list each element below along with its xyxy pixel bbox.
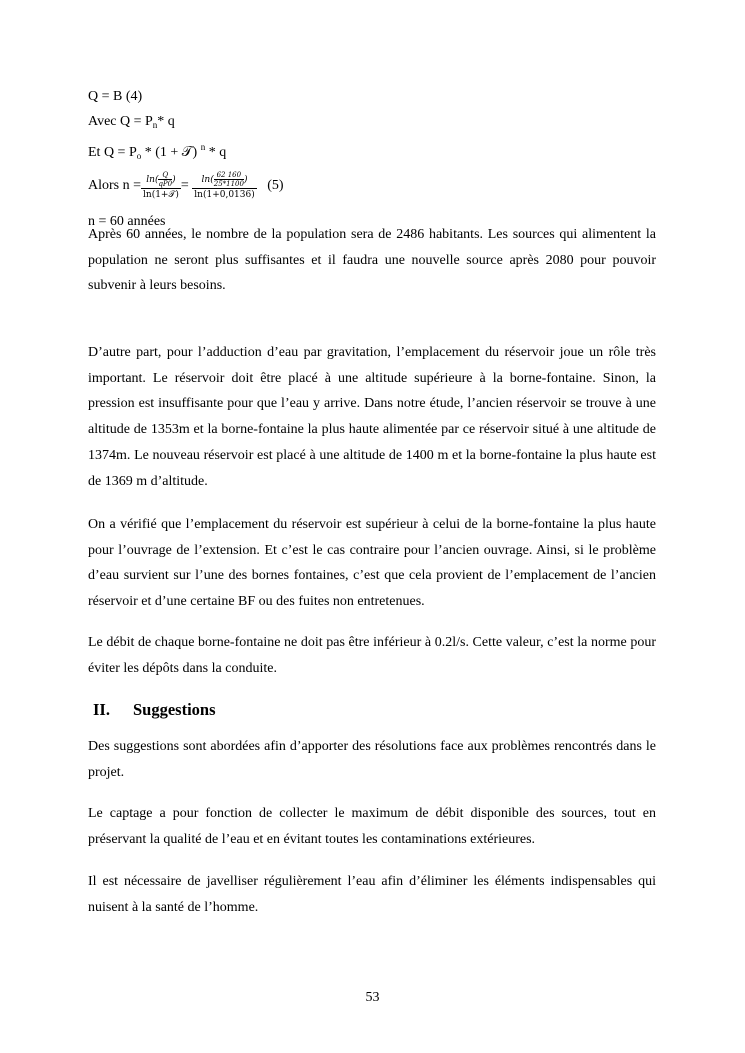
fraction-numeric — [192, 171, 256, 201]
equation-5-prefix: Alors n = — [88, 178, 142, 193]
equation-et — [88, 138, 226, 165]
equation-avec-suffix: * q — [157, 114, 175, 129]
inner-fraction-numeric — [214, 171, 244, 188]
inner-denominator: 25*1100 — [213, 179, 244, 188]
section-heading — [93, 700, 216, 720]
fraction-numeric-denominator: ln(1+0,0136) — [194, 189, 255, 200]
section-title: Suggestions — [133, 700, 216, 719]
paragraph-javellisation: Il est nécessaire de javelliser régulièrement l’eau afin d’éliminer les éléments indispensables qui nuisent à la santé de l’homme. — [88, 874, 656, 915]
paragraph-debit: Le débit de chaque borne-fontaine ne doit pas être inférieur à 0.2l/s. Cette valeur, c’est la norme pour éviter les dépôts dans la conduite. — [88, 635, 656, 676]
inner-numerator: Q — [158, 171, 172, 180]
equation-et-prefix: Et Q = P — [88, 145, 137, 160]
paragraph-captage: Le captage a pour fonction de collecter le maximum de débit disponible des sources, tout en préservant la qualité de l’eau et en évitant toutes les contaminations extérieures. — [88, 806, 656, 847]
fraction-general — [141, 171, 181, 201]
equation-result: n = 60 années — [88, 214, 166, 229]
ln-function: ln — [146, 174, 155, 185]
paragraph-reservoir: D’autre part, pour l’adduction d’eau par gravitation, l’emplacement du réservoir joue un rôle très important. Le réservoir doit être placé à une altitude supérieure à la borne-fontaine. Sinon, la pression est insuffisante pour que l’eau y arrive. Dans notre étude, l’ancien réservoir se trouve à une altitude de 1353m et la borne-fontaine la plus haute alimentée par ce réservoir situé à une altitude de 1374m. Le nouveau réservoir est placé à une altitude de 1400 m et la borne-fontaine la plus haute est de 1369 m d’altitude. — [88, 345, 656, 489]
inner-denominator: qP0 — [158, 179, 173, 188]
equation-et-middle: * (1 + 𝒯) — [141, 145, 198, 160]
equation-4: Q = B (4) — [88, 89, 143, 104]
paragraph-suggestions: Des suggestions sont abordées afin d’apporter des résolutions face aux problèmes rencontrés dans le projet. — [88, 739, 656, 780]
equation-number: (5) — [267, 178, 284, 193]
fraction-numeric-numerator: ln( $\frac{62 160}{25*1100}$) — [201, 170, 248, 188]
equation-5 — [88, 166, 284, 206]
equation-avec-prefix: Avec Q = P — [88, 114, 153, 129]
ln-function: ln — [201, 174, 211, 185]
paragraph-verification: On a vérifié que l’emplacement du réservoir est supérieur à celui de la borne-fontaine la plus haute pour l’ouvrage de l’extension. Et c’est le cas contraire pour l’ancien ouvrage. Ainsi, si le problème d’eau survient sur l’une des bornes fontaines, c’est que cela provient de l’emplacement de l’ancien réservoir et d’une certaine BF ou des fuites non entretenues. — [88, 517, 656, 610]
paragraph-population: Après 60 années, le nombre de la population sera de 2486 habitants. Les sources qui alimentent la population ne seront plus suffisantes et il faudra une nouvelle source après 2080 pour pouvoir subvenir à leurs besoins. — [88, 227, 656, 294]
equals-sign: = — [180, 178, 189, 193]
equation-avec — [88, 113, 175, 134]
page-number: 53 — [365, 990, 380, 1005]
equation-et-exponent: n — [200, 142, 206, 152]
equation-et-suffix: * q — [208, 145, 227, 160]
equation-et-subscript: o — [136, 151, 142, 161]
equation-avec-subscript: n — [152, 120, 158, 130]
inner-numerator: 62 160 — [214, 171, 244, 180]
section-number: II. — [93, 700, 110, 719]
fraction-general-denominator: ln(1+𝒯) — [143, 189, 179, 200]
inner-fraction-general — [158, 171, 172, 188]
fraction-general-numerator: ln( $\frac{Q}{qP0}$) — [146, 170, 176, 188]
